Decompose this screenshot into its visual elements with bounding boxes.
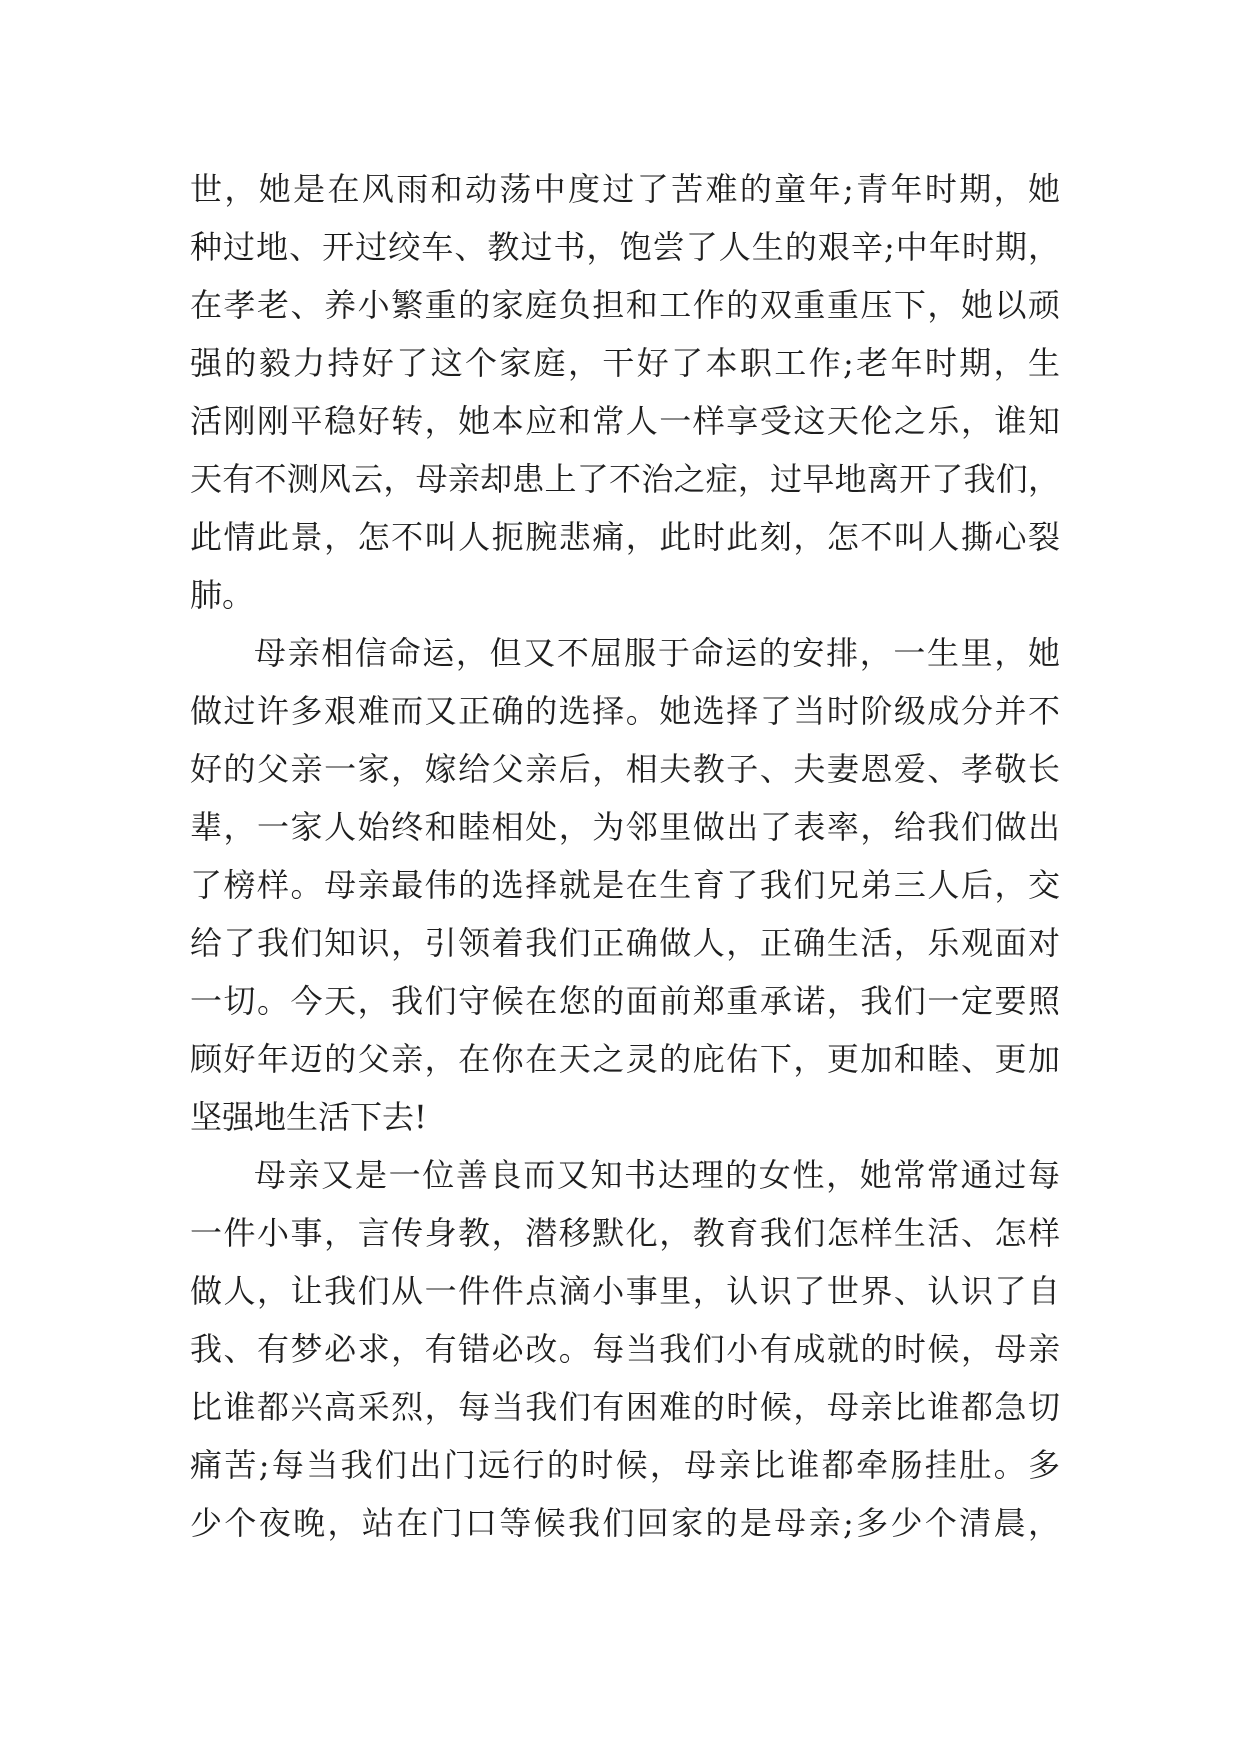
text-line: 此情此景，怎不叫人扼腕悲痛，此时此刻，怎不叫人撕心裂 [190, 518, 1060, 556]
text-line: 肺。 [190, 576, 255, 614]
text-line: 顾好年迈的父亲，在你在天之灵的庇佑下，更加和睦、更加 [190, 1040, 1060, 1078]
text-line: 了榜样。母亲最伟的选择就是在生育了我们兄弟三人后，交 [190, 866, 1060, 904]
text-line: 母亲相信命运，但又不屈服于命运的安排，一生里，她 [254, 634, 1060, 672]
body-text [190, 160, 1060, 1552]
text-line: 比谁都兴高采烈，每当我们有困难的时候，母亲比谁都急切 [190, 1388, 1060, 1426]
paragraph-3 [190, 1146, 1060, 1552]
text-line: 痛苦;每当我们出门远行的时候，母亲比谁都牵肠挂肚。多 [190, 1446, 1060, 1484]
text-line: 一切。今天，我们守候在您的面前郑重承诺，我们一定要照 [190, 982, 1060, 1020]
text-line: 种过地、开过绞车、教过书，饱尝了人生的艰辛;中年时期， [190, 228, 1060, 266]
text-line: 天有不测风云，母亲却患上了不治之症，过早地离开了我们， [190, 460, 1060, 498]
text-line: 母亲又是一位善良而又知书达理的女性，她常常通过每 [254, 1156, 1060, 1194]
text-line: 辈，一家人始终和睦相处，为邻里做出了表率，给我们做出 [190, 808, 1060, 846]
text-line: 世，她是在风雨和动荡中度过了苦难的童年;青年时期，她 [190, 170, 1060, 208]
text-line: 好的父亲一家，嫁给父亲后，相夫教子、夫妻恩爱、孝敬长 [190, 750, 1060, 788]
text-line: 一件小事，言传身教，潜移默化，教育我们怎样生活、怎样 [190, 1214, 1060, 1252]
paragraph-1 [190, 160, 1060, 624]
paragraph-2 [190, 624, 1060, 1146]
text-line: 做人，让我们从一件件点滴小事里，认识了世界、认识了自 [190, 1272, 1060, 1310]
text-line: 坚强地生活下去! [190, 1098, 427, 1136]
text-line: 做过许多艰难而又正确的选择。她选择了当时阶级成分并不 [190, 692, 1060, 730]
text-line: 少个夜晚，站在门口等候我们回家的是母亲;多少个清晨， [190, 1504, 1060, 1542]
text-line: 活刚刚平稳好转，她本应和常人一样享受这天伦之乐，谁知 [190, 402, 1060, 440]
text-line: 强的毅力持好了这个家庭，干好了本职工作;老年时期，生 [190, 344, 1060, 382]
text-line: 我、有梦必求，有错必改。每当我们小有成就的时候，母亲 [190, 1330, 1060, 1368]
text-line: 给了我们知识，引领着我们正确做人，正确生活，乐观面对 [190, 924, 1060, 962]
text-line: 在孝老、养小繁重的家庭负担和工作的双重重压下，她以顽 [190, 286, 1060, 324]
